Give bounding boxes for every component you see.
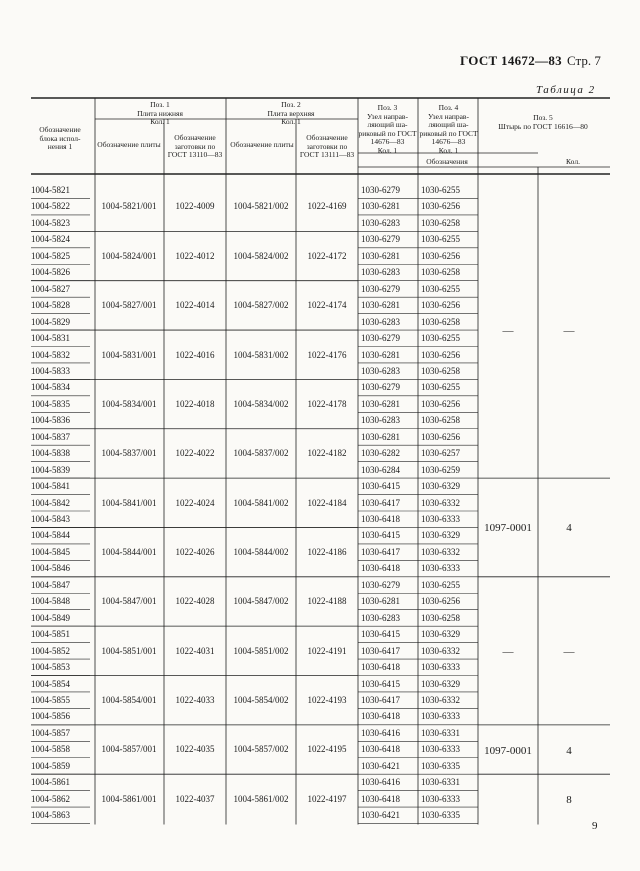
pos4-designation: 1030-6333	[421, 563, 460, 574]
pos3-designation: 1030-6279	[361, 579, 400, 590]
pos2-plate: 1004-5831/002	[233, 349, 289, 360]
pos5-qty: 4	[566, 744, 572, 757]
pos1-plate: 1004-5841/001	[101, 497, 157, 508]
pos4-designation: 1030-6259	[421, 464, 460, 475]
pos1-blank: 1022-4035	[175, 744, 215, 755]
block-designation: 1004-5833	[31, 365, 70, 376]
pos4-designation: 1030-6333	[421, 744, 460, 755]
pos1-plate: 1004-5834/001	[101, 398, 157, 409]
pos2-plate: 1004-5824/002	[233, 250, 289, 261]
pos4-label: Поз. 4	[438, 103, 459, 112]
pos1-name: Плита нижняя	[137, 108, 183, 118]
pos4-designation: 1030-6258	[421, 612, 460, 623]
pos3-designation: 1030-6281	[361, 250, 400, 261]
pos1-blank: 1022-4012	[175, 250, 215, 261]
pos2-blank: 1022-4176	[307, 349, 347, 360]
pos2-plate: 1004-5851/002	[233, 645, 289, 656]
pos5-qty: —	[563, 325, 575, 338]
pos4-designation: 1030-6256	[421, 596, 460, 607]
pos1-qty: Кол. 1	[150, 117, 170, 126]
block-designation: 1004-5849	[31, 612, 70, 623]
pos4-designation: 1030-6335	[421, 810, 460, 821]
pos4-designation: 1030-6255	[421, 382, 460, 393]
pos3-designation: 1030-6283	[361, 365, 400, 376]
pos1-label: Поз. 1	[150, 100, 170, 109]
block-designation: 1004-5844	[31, 530, 70, 541]
col-block-designation: Обозначение блока испол-нения 1	[39, 125, 81, 151]
pos4-designation: 1030-6333	[421, 793, 460, 804]
pos1-plate: 1004-5851/001	[101, 645, 157, 656]
pos4-designation: 1030-6258	[421, 365, 460, 376]
pos3-designation: 1030-6281	[361, 431, 400, 442]
pos3-designation: 1030-6417	[361, 645, 400, 656]
block-designation: 1004-5862	[31, 793, 70, 804]
pos3-designation: 1030-6279	[361, 234, 400, 245]
pos2-plate: 1004-5821/002	[233, 201, 289, 212]
pos3-designation: 1030-6279	[361, 382, 400, 393]
pos4-designation: 1030-6255	[421, 185, 460, 195]
pos3-designation: 1030-6417	[361, 694, 400, 705]
pos5-qty: —	[563, 645, 575, 658]
pos4-designation: 1030-6332	[421, 645, 460, 656]
block-designation: 1004-5859	[31, 760, 70, 771]
block-designation: 1004-5821	[31, 185, 70, 195]
pos1-blank: 1022-4016	[175, 349, 215, 360]
pos1-plate: 1004-5821/001	[101, 201, 157, 212]
pos3-designation: 1030-6418	[361, 514, 400, 524]
pos1-plate: 1004-5827/001	[101, 300, 157, 311]
block-designation: 1004-5853	[31, 662, 70, 673]
block-designation: 1004-5843	[31, 514, 70, 524]
pos3-designation: 1030-6418	[361, 711, 400, 722]
pos2-blank: 1022-4188	[307, 596, 347, 607]
block-designation: 1004-5832	[31, 349, 70, 360]
pos4-designation: 1030-6333	[421, 662, 460, 673]
pos5-qty-header: Кол.	[566, 157, 580, 166]
pos4-designation: 1030-6332	[421, 546, 460, 557]
block-designation: 1004-5823	[31, 217, 70, 228]
pos4-designation: 1030-6329	[421, 481, 460, 492]
pos2-label: Поз. 2	[281, 100, 301, 109]
pos1-blank: 1022-4037	[175, 793, 215, 804]
block-designation: 1004-5827	[31, 283, 70, 294]
pos5-name: Штырь по ГОСТ 16616—80	[498, 121, 588, 131]
pos5-qty: 4	[566, 522, 572, 535]
pos3-designation: 1030-6283	[361, 612, 400, 623]
pos1-blank: 1022-4024	[175, 497, 215, 508]
pos4-designation: 1030-6255	[421, 579, 460, 590]
pos2-qty: Кол. 1	[281, 117, 301, 126]
pos4-designation: 1030-6256	[421, 349, 460, 360]
pos4-designation: 1030-6331	[421, 727, 460, 738]
pos1-blank: 1022-4014	[175, 300, 215, 311]
pos2-blank: 1022-4186	[307, 546, 347, 557]
pos2-plate: 1004-5844/002	[233, 546, 289, 557]
block-designation: 1004-5838	[31, 448, 70, 459]
pos2-blank: 1022-4191	[307, 645, 347, 656]
pos4-designation: 1030-6258	[421, 217, 460, 228]
table-label: Таблица 2	[536, 84, 596, 96]
pos2-plate: 1004-5834/002	[233, 398, 289, 409]
block-designation: 1004-5836	[31, 415, 70, 426]
block-designation: 1004-5847	[31, 579, 70, 590]
block-designation: 1004-5837	[31, 431, 70, 442]
pos1-plate: 1004-5844/001	[101, 546, 157, 557]
pos3-designation: 1030-6421	[361, 760, 400, 771]
pos4-qty: Кол. 1	[438, 145, 459, 155]
pos1-plate-header: Обозначение плиты	[97, 140, 161, 149]
pos2-plate: 1004-5861/002	[233, 793, 289, 804]
pos4-designation: 1030-6329	[421, 629, 460, 640]
pos3-designation: 1030-6421	[361, 810, 400, 821]
standard-title: ГОСТ 14672—83	[460, 53, 562, 68]
pos3-designation: 1030-6279	[361, 283, 400, 294]
pos3-designation: 1030-6282	[361, 448, 400, 459]
pos3-designation: 1030-6418	[361, 793, 400, 804]
block-designation: 1004-5831	[31, 333, 70, 344]
pos5-label: Поз. 5	[533, 113, 553, 122]
pos2-blank-header: Обозначение заготовки по ГОСТ 13111—83	[299, 133, 355, 159]
pos2-plate: 1004-5837/002	[233, 448, 289, 459]
pos3-designation: 1030-6415	[361, 530, 400, 541]
pos1-plate: 1004-5837/001	[101, 448, 157, 459]
pos5-designation: —	[502, 645, 514, 658]
pos1-plate: 1004-5857/001	[101, 744, 157, 755]
block-designation: 1004-5835	[31, 398, 70, 409]
pos2-blank: 1022-4197	[307, 793, 347, 804]
pos2-header	[226, 101, 356, 127]
pos1-header	[95, 101, 225, 127]
pos1-plate: 1004-5847/001	[101, 596, 157, 607]
pos4-designation: 1030-6258	[421, 415, 460, 426]
block-designation: 1004-5842	[31, 497, 70, 508]
block-designation: 1004-5857	[31, 727, 70, 738]
block-designation: 1004-5858	[31, 744, 70, 755]
pos4-designation: 1030-6333	[421, 514, 460, 524]
pos3-designation: 1030-6415	[361, 678, 400, 689]
pos1-plate: 1004-5861/001	[101, 793, 157, 804]
block-designation: 1004-5829	[31, 316, 70, 327]
block-designation: 1004-5861	[31, 777, 70, 788]
pos1-blank: 1022-4009	[175, 201, 215, 212]
block-designation: 1004-5825	[31, 250, 70, 261]
block-designation: 1004-5856	[31, 711, 70, 722]
pos4-designation: 1030-6256	[421, 250, 460, 261]
pos4-name: Узел направ-ляющий ша-риковый по ГОСТ 14676—83	[419, 111, 478, 146]
pos4-designation: 1030-6257	[421, 448, 460, 459]
block-designation: 1004-5839	[31, 464, 70, 475]
pos4-designation: 1030-6329	[421, 678, 460, 689]
pos1-blank: 1022-4022	[175, 448, 215, 459]
pos3-name: Узел направ-ляющий ша-риковый по ГОСТ 14676—83	[358, 111, 417, 146]
pos3-designation: 1030-6417	[361, 497, 400, 508]
pos3-designation: 1030-6283	[361, 267, 400, 278]
block-designation: 1004-5852	[31, 645, 70, 656]
pos2-plate: 1004-5827/002	[233, 300, 289, 311]
page-label: Стр. 7	[567, 53, 601, 68]
pos3-designation: 1030-6283	[361, 316, 400, 327]
pos3-designation: 1030-6283	[361, 415, 400, 426]
block-designation: 1004-5828	[31, 300, 70, 311]
pos2-blank: 1022-4182	[307, 448, 347, 459]
pos5-header	[478, 114, 608, 131]
pos3-designation: 1030-6281	[361, 300, 400, 311]
pos4-designation: 1030-6256	[421, 300, 460, 311]
pos5-designation: 1097-0001	[484, 744, 532, 757]
pos3-designation: 1030-6281	[361, 596, 400, 607]
pos2-plate: 1004-5847/002	[233, 596, 289, 607]
pos1-blank: 1022-4028	[175, 596, 215, 607]
pos3-designation: 1030-6418	[361, 744, 400, 755]
block-designation: 1004-5846	[31, 563, 70, 574]
pos3-designation: 1030-6279	[361, 185, 400, 195]
pos2-plate-header: Обозначение плиты	[230, 140, 294, 149]
block-designation: 1004-5834	[31, 382, 70, 393]
block-designation: 1004-5851	[31, 629, 70, 640]
designations-header: Обозначения	[426, 157, 468, 166]
pos1-plate: 1004-5824/001	[101, 250, 157, 261]
pos3-designation: 1030-6284	[361, 464, 400, 475]
pos4-designation: 1030-6256	[421, 431, 460, 442]
pos1-blank: 1022-4026	[175, 546, 215, 557]
block-designation: 1004-5855	[31, 694, 70, 705]
pos2-blank: 1022-4169	[307, 201, 347, 212]
pos3-designation: 1030-6418	[361, 563, 400, 574]
block-designation: 1004-5841	[31, 481, 70, 492]
pos2-blank: 1022-4174	[307, 300, 347, 311]
block-designation: 1004-5848	[31, 596, 70, 607]
pos1-blank: 1022-4033	[175, 694, 215, 705]
pos4-designation: 1030-6332	[421, 497, 460, 508]
pos2-blank: 1022-4195	[307, 744, 347, 755]
pos2-plate: 1004-5857/002	[233, 744, 289, 755]
pos3-header	[358, 104, 417, 155]
pos4-header	[419, 104, 478, 155]
pos3-designation: 1030-6417	[361, 546, 400, 557]
pos1-blank: 1022-4018	[175, 398, 215, 409]
pos2-plate: 1004-5841/002	[233, 497, 289, 508]
pos3-label: Поз. 3	[377, 103, 398, 112]
pos2-blank: 1022-4184	[307, 497, 347, 508]
pos3-designation: 1030-6415	[361, 481, 400, 492]
pos4-designation: 1030-6255	[421, 333, 460, 344]
pos4-designation: 1030-6331	[421, 777, 460, 788]
pos5-designation: —	[502, 325, 514, 338]
pos2-blank: 1022-4172	[307, 250, 347, 261]
pos3-designation: 1030-6279	[361, 333, 400, 344]
pos2-blank: 1022-4193	[307, 694, 347, 705]
block-designation: 1004-5845	[31, 546, 70, 557]
pos2-plate: 1004-5854/002	[233, 694, 289, 705]
pos4-designation: 1030-6258	[421, 267, 460, 278]
pos2-blank: 1022-4178	[307, 398, 347, 409]
pos2-name: Плита верхняя	[267, 108, 315, 118]
block-designation: 1004-5826	[31, 267, 70, 278]
pos1-blank: 1022-4031	[175, 645, 215, 656]
pos4-designation: 1030-6255	[421, 283, 460, 294]
page-number: 9	[592, 820, 598, 832]
pos3-qty: Кол. 1	[377, 145, 398, 155]
block-designation: 1004-5824	[31, 234, 70, 245]
pos3-designation: 1030-6281	[361, 398, 400, 409]
pos1-plate: 1004-5854/001	[101, 694, 157, 705]
pos3-designation: 1030-6416	[361, 777, 400, 788]
block-designation: 1004-5822	[31, 201, 70, 212]
pos1-blank-header: Обозначение заготовки по ГОСТ 13110—83	[167, 133, 223, 159]
pos1-plate: 1004-5831/001	[101, 349, 157, 360]
pos3-designation: 1030-6415	[361, 629, 400, 640]
pos3-designation: 1030-6283	[361, 217, 400, 228]
pos3-designation: 1030-6281	[361, 201, 400, 212]
block-designation: 1004-5854	[31, 678, 70, 689]
pos4-designation: 1030-6335	[421, 760, 460, 771]
pos4-designation: 1030-6256	[421, 201, 460, 212]
pos3-designation: 1030-6416	[361, 727, 400, 738]
block-designation: 1004-5863	[31, 810, 70, 821]
pos3-designation: 1030-6281	[361, 349, 400, 360]
pos5-designation: 1097-0001	[484, 522, 532, 535]
pos4-designation: 1030-6258	[421, 316, 460, 327]
pos4-designation: 1030-6332	[421, 694, 460, 705]
pos4-designation: 1030-6256	[421, 398, 460, 409]
pos4-designation: 1030-6255	[421, 234, 460, 245]
pos3-designation: 1030-6418	[361, 662, 400, 673]
pos4-designation: 1030-6329	[421, 530, 460, 541]
pos4-designation: 1030-6333	[421, 711, 460, 722]
pos5-qty: 8	[566, 793, 572, 806]
